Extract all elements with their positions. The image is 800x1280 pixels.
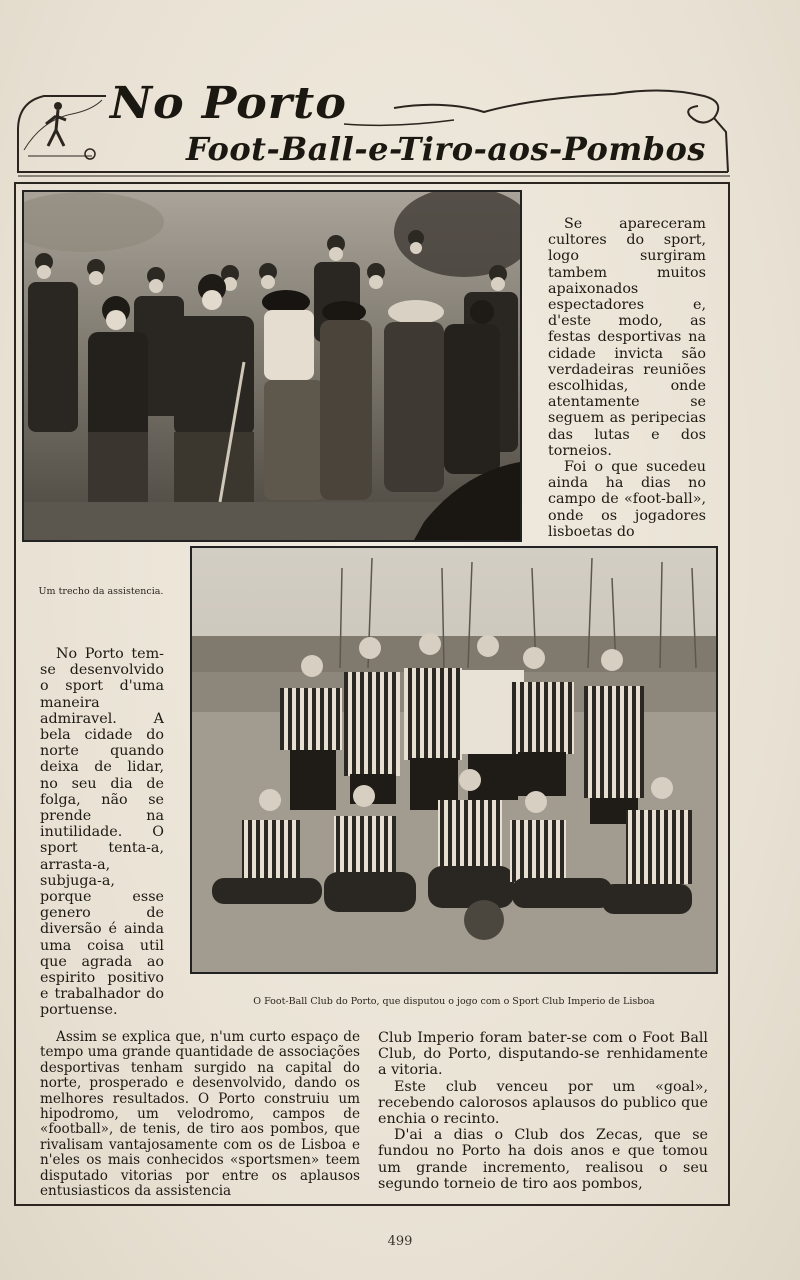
- paragraph: No Porto tem-se desenvolvido o sport d'uma maneira admiravel. A bela cidade do norte quando deixa de lidar, no seu dia de folga, não se prende na inutilidade. O sport tenta-a, arrasta-a, subjuga-a, porque esse genero de diversão é ainda uma coisa util que agrada ao espirito positivo e trabalhador do portuense.: [40, 646, 164, 1019]
- title-line-2: Foot-Ball-e-Tiro-aos-Pombos: [186, 130, 706, 168]
- paragraph: Assim se explica que, n'um curto espaço de tempo uma grande quantidade de associações desportivas tenham surgido na capital do norte, prosperado e desenvolvido, dando os melhores resultados. O Porto construiu um hipodromo, um velodromo, campos de «football», de tenis, de tiro aos pombos, que rivalisam vantajosamente com os de Lisboa e n'eles os mais conhecidos «sportsmen» teem disputado vitorias por entre os aplausos entusiasticos da assistencia: [40, 1029, 360, 1200]
- title-line-1: No Porto: [110, 77, 347, 129]
- photo-spectators: [22, 190, 522, 542]
- article-column-left: [40, 646, 164, 1019]
- paragraph: Foi o que sucedeu ainda ha dias no campo de «foot-ball», onde os jogadores lisboetas do: [548, 459, 706, 540]
- photo-football-team: [190, 546, 718, 974]
- article-column-bottom-right: [378, 1030, 708, 1192]
- paragraph: Se apareceram cultores do sport, logo surgiram tambem muitos apaixonados espectadores e, d'este modo, as festas desportivas na cidade invicta são verdadeiras reuniões escolhidas, onde atentamente se seguem as peripecias das lutas e dos torneios.: [548, 216, 706, 459]
- article-column-bottom-left: [40, 1030, 360, 1199]
- article-column-right-top: [548, 216, 706, 540]
- page-number: 499: [387, 1234, 413, 1249]
- page-header: [14, 72, 732, 184]
- caption-team: O Foot-Ball Club do Porto, que disputou o jogo com o Sport Club Imperio de Lisboa: [253, 996, 655, 1007]
- paragraph: D'ai a dias o Club dos Zecas, que se fundou no Porto ha dois anos e que tomou um grande incremento, realisou o seu segundo torneio de tiro aos pombos,: [378, 1127, 708, 1192]
- paragraph: Club Imperio foram bater-se com o Foot Ball Club, do Porto, disputando-se renhidamente a vitoria.: [378, 1030, 708, 1079]
- paragraph: Este club venceu por um «goal», recebendo calorosos aplausos do publico que enchia o recinto.: [378, 1078, 708, 1128]
- footballer-vignette: [22, 90, 104, 160]
- caption-spectators: Um trecho da assistencia.: [38, 586, 164, 597]
